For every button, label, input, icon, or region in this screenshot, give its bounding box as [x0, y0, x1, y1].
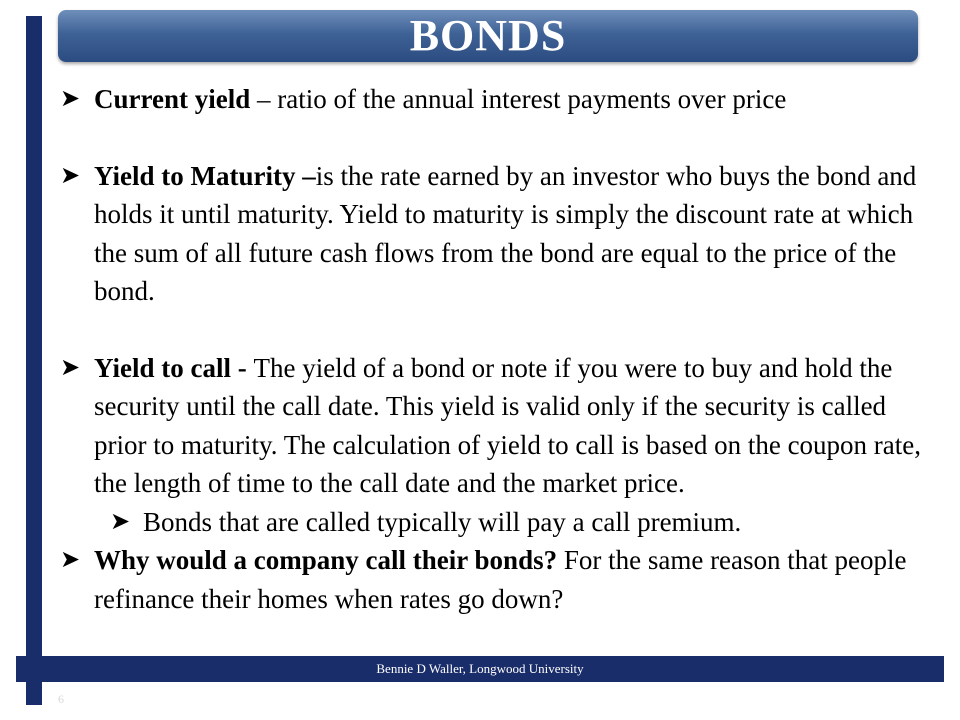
bullet-yield-to-call — [60, 349, 930, 503]
arrow-bullet-icon: ➤ — [60, 354, 81, 381]
bullet-term: Yield to call - — [94, 352, 254, 383]
left-accent-bar — [26, 16, 42, 705]
bullet-why-call — [60, 541, 930, 618]
page-number: 6 — [58, 692, 64, 706]
bullet-text: For the same reason that people refinance their homes when rates go down? — [94, 545, 907, 614]
bullet-term: Current yield — [94, 84, 251, 114]
bullet-term: Why would a company call their bonds? — [94, 545, 558, 575]
bullet-text: The yield of a bond or note if you were to buy and hold the security until the call date. This yield is valid only if the security is called prior to maturity. The calculation of yield to call is based on the coupon rate, the length of time to the call date and the market price. — [94, 352, 922, 498]
bullet-yield-to-maturity — [60, 157, 930, 311]
footer-credit: Bennie D Waller, Longwood University — [376, 661, 584, 676]
slide-body — [60, 80, 930, 618]
bullet-text: – ratio of the annual interest payments over price — [250, 84, 787, 114]
sub-bullet-call-premium — [60, 503, 930, 542]
bullet-term: Yield to Maturity – — [94, 160, 316, 191]
title-banner — [58, 10, 918, 62]
footer-bar — [16, 656, 944, 682]
slide-title: BONDS — [409, 11, 567, 60]
arrow-bullet-icon: ➤ — [110, 508, 131, 535]
bullet-current-yield — [60, 80, 930, 119]
arrow-bullet-icon: ➤ — [60, 86, 81, 112]
arrow-bullet-icon: ➤ — [60, 162, 81, 189]
arrow-bullet-icon: ➤ — [60, 547, 81, 573]
bullet-text: is the rate earned by an investor who buys the bond and holds it until maturity. Yield to maturity is simply the discount rate at which the sum of all future cash flows from the bond are equal to the price of the bond. — [94, 160, 917, 306]
bullet-text: Bonds that are called typically will pay a call premium. — [143, 506, 742, 537]
